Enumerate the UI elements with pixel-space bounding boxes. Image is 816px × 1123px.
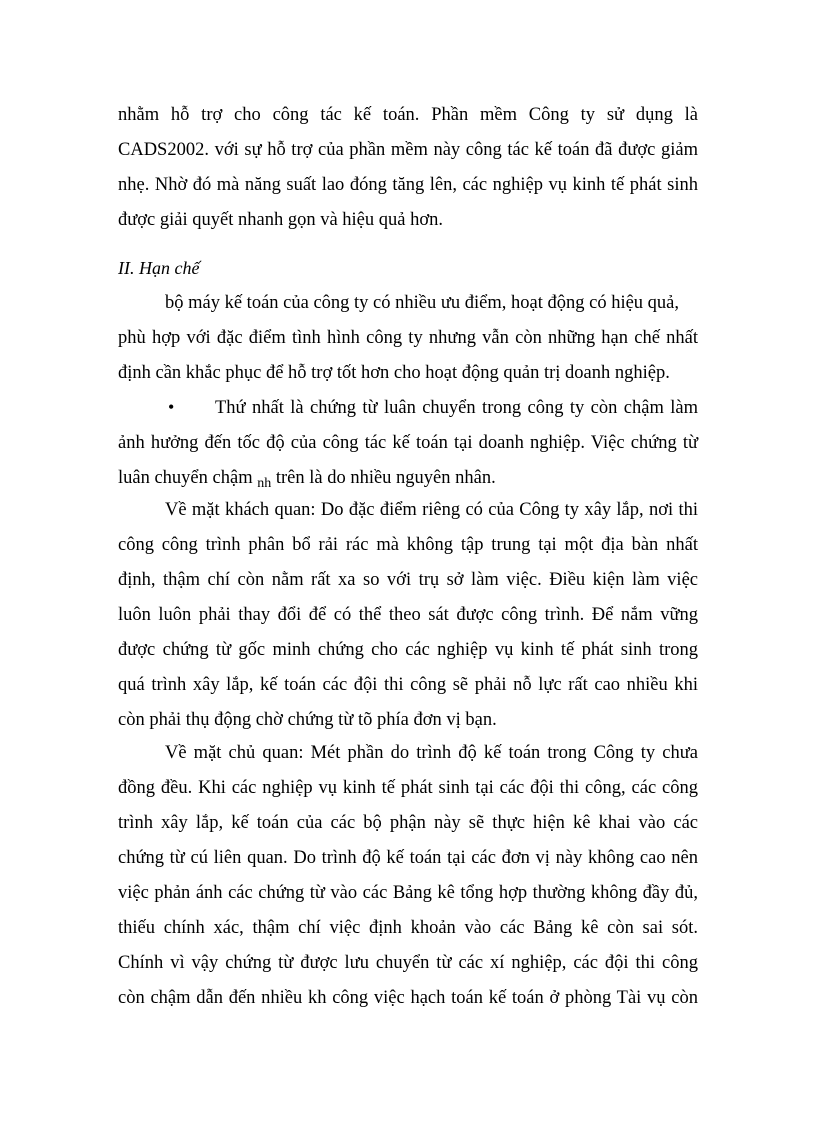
intro-line: nhằm hỗ trợ cho công tác kế toán. Phần mềm Công ty sử dụng là — [118, 105, 698, 125]
subjective-line: thiếu chính xác, thậm chí việc định khoản vào các Bảng kê còn sai sót. — [118, 918, 698, 938]
intro-line: nhẹ. Nhờ đó mà năng suất lao đóng tăng lên, các nghiệp vụ kinh tế phát sinh — [118, 175, 698, 195]
subjective-line: đồng đều. Khi các nghiệp vụ kinh tế phát sinh tại các đội thi công, các công — [118, 778, 698, 798]
subjective-line: còn chậm dẫn đến nhiều kh công việc hạch toán kế toán ở phòng Tài vụ còn — [118, 988, 698, 1008]
objective-line: công công trình phân bổ rải rác mà không tập trung tại một địa bàn nhất — [118, 535, 698, 555]
intro-line: CADS2002. với sự hỗ trợ của phần mềm này công tác kế toán đã được giảm — [118, 140, 698, 160]
objective-line: còn phải thụ động chờ chứng từ tõ phía đơn vị bạn. — [118, 710, 497, 730]
intro-line: được giải quyết nhanh gọn và hiệu quả hơn. — [118, 210, 444, 230]
subjective-line: Chính vì vậy chứng từ được lưu chuyển từ các xí nghiệp, các đội thi công — [118, 953, 698, 973]
bullet-line-fragment: nh — [257, 476, 272, 491]
objective-line: Về mặt khách quan: Do đặc điểm riêng có của Công ty xây lắp, nơi thi — [165, 500, 698, 520]
bullet-line-last — [118, 466, 698, 496]
objective-line: luôn luôn phải thay đổi để có thể theo sát được công trình. Để nắm vững — [118, 605, 698, 625]
bullet-line-start: luân chuyển chậm — [118, 468, 258, 488]
objective-line: được chứng từ gốc minh chứng cho các nghiệp vụ kinh tế phát sinh trong — [118, 640, 698, 660]
objective-line: quá trình xây lắp, kế toán các đội thi công sẽ phải nỗ lực rất cao nhiều khi — [118, 675, 698, 695]
limits-line: bộ máy kế toán của công ty có nhiều ưu điểm, hoạt động có hiệu quả, — [165, 293, 680, 313]
bullet-icon: • — [168, 397, 175, 417]
bullet-line: Thứ nhất là chứng từ luân chuyển trong công ty còn chậm làm — [215, 398, 698, 418]
section-heading: II. Hạn chế — [118, 258, 200, 278]
limits-line: định cần khắc phục để hỗ trợ tốt hơn cho hoạt động quản trị doanh nghiệp. — [118, 363, 670, 383]
bullet-line-end: trên là do nhiều nguyên nhân. — [271, 468, 496, 488]
bullet-line: ảnh hưởng đến tốc độ của công tác kế toán tại doanh nghiệp. Việc chứng từ — [118, 433, 698, 453]
subjective-line: chứng từ cú liên quan. Do trình độ kế toán tại các đơn vị này không cao nên — [118, 848, 698, 868]
limits-line: phù hợp với đặc điểm tình hình công ty nhưng vẫn còn những hạn chế nhất — [118, 328, 698, 348]
subjective-line: Về mặt chủ quan: Mét phần do trình độ kế toán trong Công ty chưa — [165, 743, 698, 763]
objective-line: định, thậm chí còn nằm rất xa so với trụ sở làm việc. Điều kiện làm việc — [118, 570, 698, 590]
subjective-line: trình xây lắp, kế toán của các bộ phận này sẽ thực hiện kê khai vào các — [118, 813, 698, 833]
subjective-line: việc phản ánh các chứng từ vào các Bảng kê tổng hợp thường không đầy đủ, — [118, 883, 698, 903]
